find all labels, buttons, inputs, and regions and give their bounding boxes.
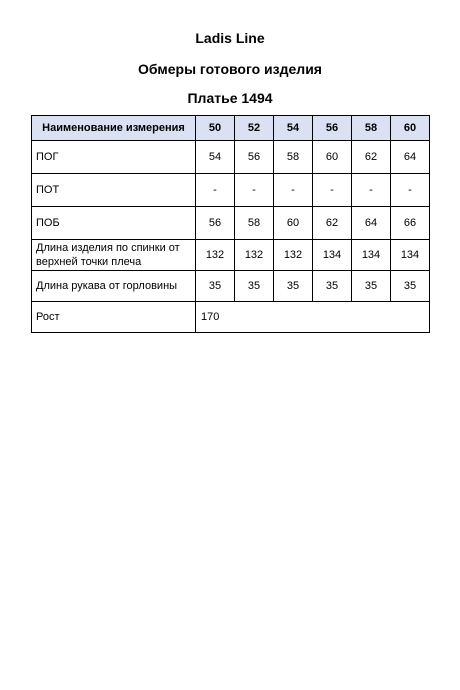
table-cell: 60: [274, 207, 313, 240]
table-cell: 64: [391, 141, 430, 174]
height-value: 170: [196, 302, 430, 333]
table-cell: 60: [313, 141, 352, 174]
table-row-height: [32, 302, 430, 333]
row-label: Длина изделия по спинки от верхней точки плеча: [32, 240, 196, 271]
table-cell: 66: [391, 207, 430, 240]
table-header-row: [32, 116, 430, 141]
table-cell: 35: [313, 271, 352, 302]
table-cell: 64: [352, 207, 391, 240]
table-row: [32, 141, 430, 174]
table-cell: 56: [196, 207, 235, 240]
table-row: [32, 271, 430, 302]
row-label: ПОБ: [32, 207, 196, 240]
table-cell: -: [313, 174, 352, 207]
document-subtitle: Обмеры готового изделия: [138, 61, 322, 77]
table-cell: 132: [196, 240, 235, 271]
table-cell: 56: [235, 141, 274, 174]
table-cell: -: [274, 174, 313, 207]
table-cell: -: [196, 174, 235, 207]
product-title: Платье 1494: [187, 90, 273, 106]
row-label: ПОГ: [32, 141, 196, 174]
table-cell: 58: [274, 141, 313, 174]
table-cell: 132: [235, 240, 274, 271]
row-label: ПОТ: [32, 174, 196, 207]
measurements-table: [31, 115, 430, 333]
table-row: [32, 207, 430, 240]
table-cell: -: [352, 174, 391, 207]
header-size-54: 54: [274, 116, 313, 141]
table-cell: 62: [313, 207, 352, 240]
header-size-52: 52: [235, 116, 274, 141]
table-cell: 54: [196, 141, 235, 174]
header-measurement-name: Наименование измерения: [32, 116, 196, 141]
table-cell: 35: [352, 271, 391, 302]
header-size-60: 60: [391, 116, 430, 141]
table-cell: 134: [391, 240, 430, 271]
header-size-56: 56: [313, 116, 352, 141]
row-label: Рост: [32, 302, 196, 333]
table-cell: 132: [274, 240, 313, 271]
row-label: Длина рукава от горловины: [32, 271, 196, 302]
table-row: [32, 174, 430, 207]
table-cell: 58: [235, 207, 274, 240]
table-cell: 35: [235, 271, 274, 302]
table-row: [32, 240, 430, 271]
table-cell: -: [391, 174, 430, 207]
brand-title: Ladis Line: [195, 30, 265, 46]
table-cell: -: [235, 174, 274, 207]
table-cell: 62: [352, 141, 391, 174]
table-cell: 35: [391, 271, 430, 302]
table-cell: 134: [313, 240, 352, 271]
header-size-50: 50: [196, 116, 235, 141]
table-cell: 35: [196, 271, 235, 302]
header-size-58: 58: [352, 116, 391, 141]
table-cell: 35: [274, 271, 313, 302]
table-cell: 134: [352, 240, 391, 271]
